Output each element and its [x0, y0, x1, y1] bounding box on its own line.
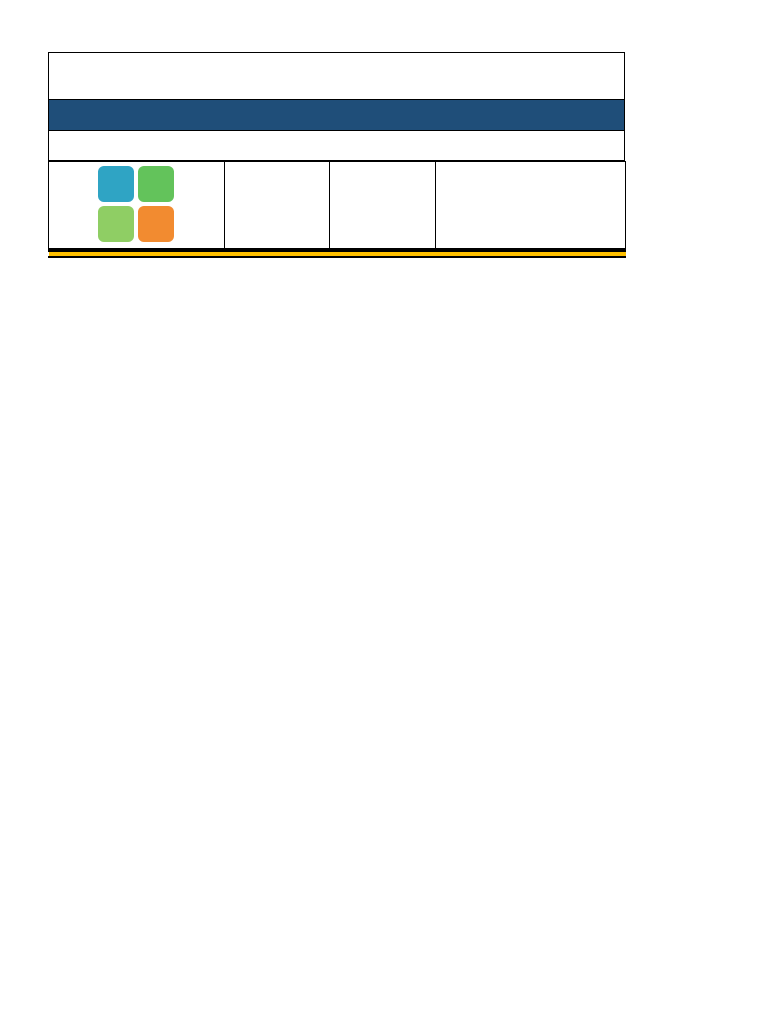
- matrix-quadrant-1: [98, 166, 134, 202]
- matrix-quadrant-3: [98, 206, 134, 242]
- group-header-employees: [225, 162, 330, 249]
- group-header-others: [436, 162, 626, 249]
- formula-cell[interactable]: [48, 52, 625, 100]
- page-title: [48, 131, 625, 161]
- matrix-quadrant-4: [138, 206, 174, 242]
- matrix-quadrant-2: [138, 166, 174, 202]
- training-table: [48, 161, 626, 258]
- priority-matrix-image: [98, 166, 176, 244]
- section-header-weekly: [49, 257, 225, 258]
- company-banner: [48, 100, 625, 131]
- group-header-technicians: [330, 162, 436, 249]
- spreadsheet-top: [48, 52, 625, 258]
- priority-matrix-cell: [49, 162, 225, 249]
